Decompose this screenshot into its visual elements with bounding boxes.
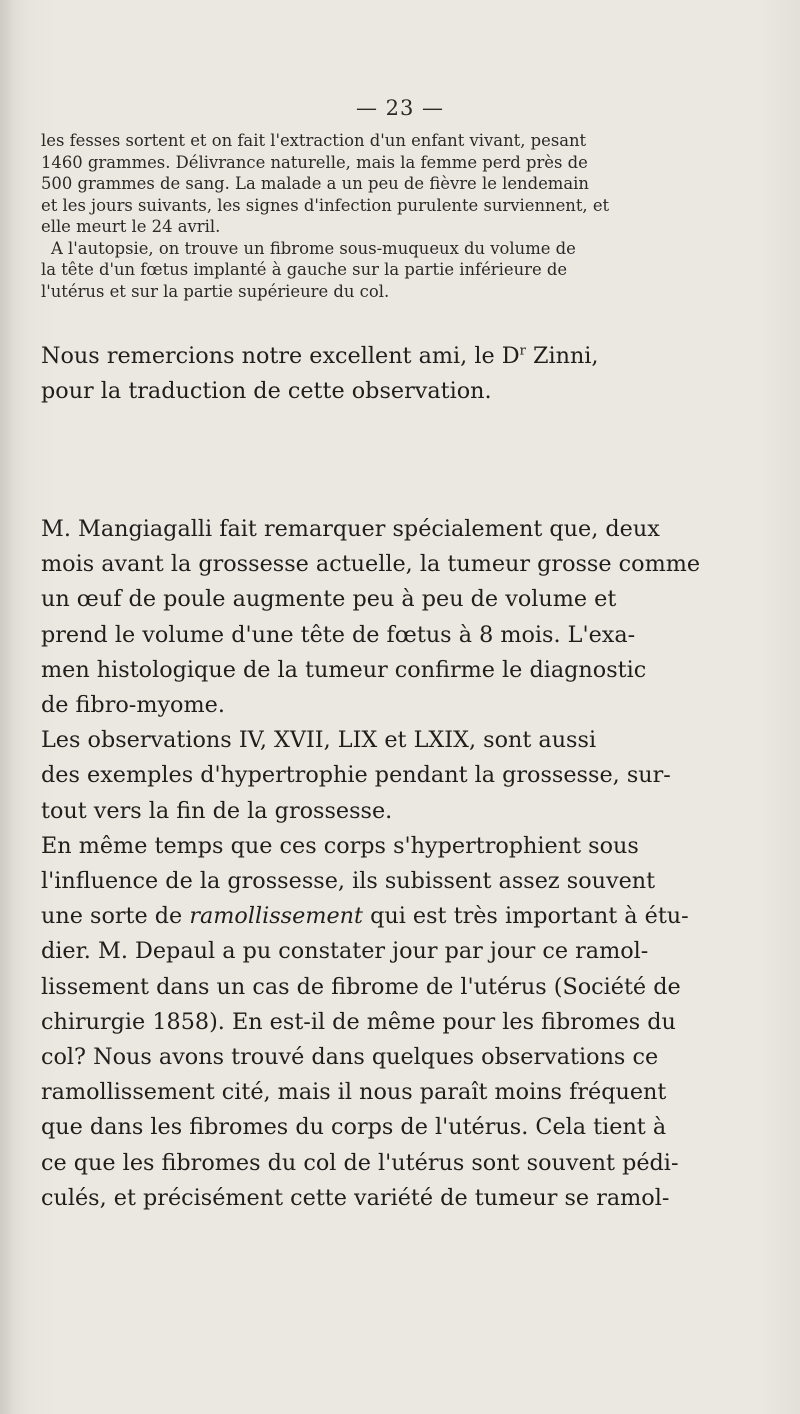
body-line: men histologique de la tumeur confirme le diagnostic [41, 656, 647, 683]
body-line: prend le volume d'une tête de fœtus à 8 mois. L'exa- [41, 621, 636, 648]
small-line: 1460 grammes. Délivrance naturelle, mais la femme perd près de [41, 152, 588, 172]
body-line: tout vers la fin de la grossesse. [41, 797, 393, 824]
body-line: de fibro-myome. [41, 692, 225, 719]
small-line: elle meurt le 24 avril. [41, 217, 221, 236]
body-line: culés, et précisément cette variété de tumeur se ramol- [41, 1184, 670, 1211]
superscript: r [519, 343, 526, 359]
thanks-line [41, 339, 769, 374]
body-line: ramollissement cité, mais il nous paraît moins fréquent [41, 1079, 667, 1106]
thanks-text: Zinni, [525, 343, 599, 369]
italic-term: ramollissement [189, 903, 363, 930]
page-number: — 23 — [355, 96, 445, 120]
small-line: les fesses sortent et on fait l'extraction d'un enfant vivant, pesant [41, 131, 587, 150]
body-line: des exemples d'hypertrophie pendant la grossesse, sur- [41, 762, 671, 789]
thanks-line: pour la traduction de cette observation. [41, 378, 492, 405]
observation-end-text [41, 130, 769, 302]
body-line: un œuf de poule augmente peu à peu de volume et [41, 586, 617, 613]
body-line: mois avant la grossesse actuelle, la tumeur grosse comme [41, 551, 701, 578]
body-line: En même temps que ces corps s'hypertrophient sous [41, 832, 639, 859]
body-line: col? Nous avons trouvé dans quelques observations ce [41, 1044, 659, 1071]
body-line: chirurgie 1858). En est-il de même pour les fibromes du [41, 1008, 676, 1035]
thanks-paragraph [41, 339, 769, 409]
small-line: et les jours suivants, les signes d'infection purulente surviennent, et [41, 195, 610, 215]
body-line: dier. M. Depaul a pu constater jour par jour ce ramol- [41, 938, 649, 965]
body-line: l'influence de la grossesse, ils subissent assez souvent [41, 868, 656, 895]
small-line: la tête d'un fœtus implanté à gauche sur la partie inférieure de [41, 260, 568, 279]
body-line [41, 899, 769, 934]
body-line: lissement dans un cas de fibrome de l'utérus (Société de [41, 973, 681, 1000]
body-line: M. Mangiagalli fait remarquer spécialement que, deux [41, 516, 660, 542]
body-line: ce que les fibromes du col de l'utérus sont souvent pédi- [41, 1149, 679, 1176]
body-line: Les observations IV, XVII, LIX et LXIX, sont aussi [41, 727, 597, 754]
small-line: l'utérus et sur la partie supérieure du col. [41, 281, 390, 301]
body-text: une sorte de [41, 903, 190, 930]
small-line: A l'autopsie, on trouve un fibrome sous-muqueux du volume de [51, 238, 576, 258]
small-line: 500 grammes de sang. La malade a un peu de fièvre le lendemain [41, 174, 589, 193]
main-body-text [41, 512, 769, 1216]
page-gutter-shadow [0, 0, 14, 1414]
body-text: qui est très important à étu- [362, 903, 689, 930]
thanks-text: Nous remercions notre excellent ami, le D [41, 343, 520, 369]
body-line: que dans les fibromes du corps de l'utérus. Cela tient à [41, 1114, 667, 1141]
